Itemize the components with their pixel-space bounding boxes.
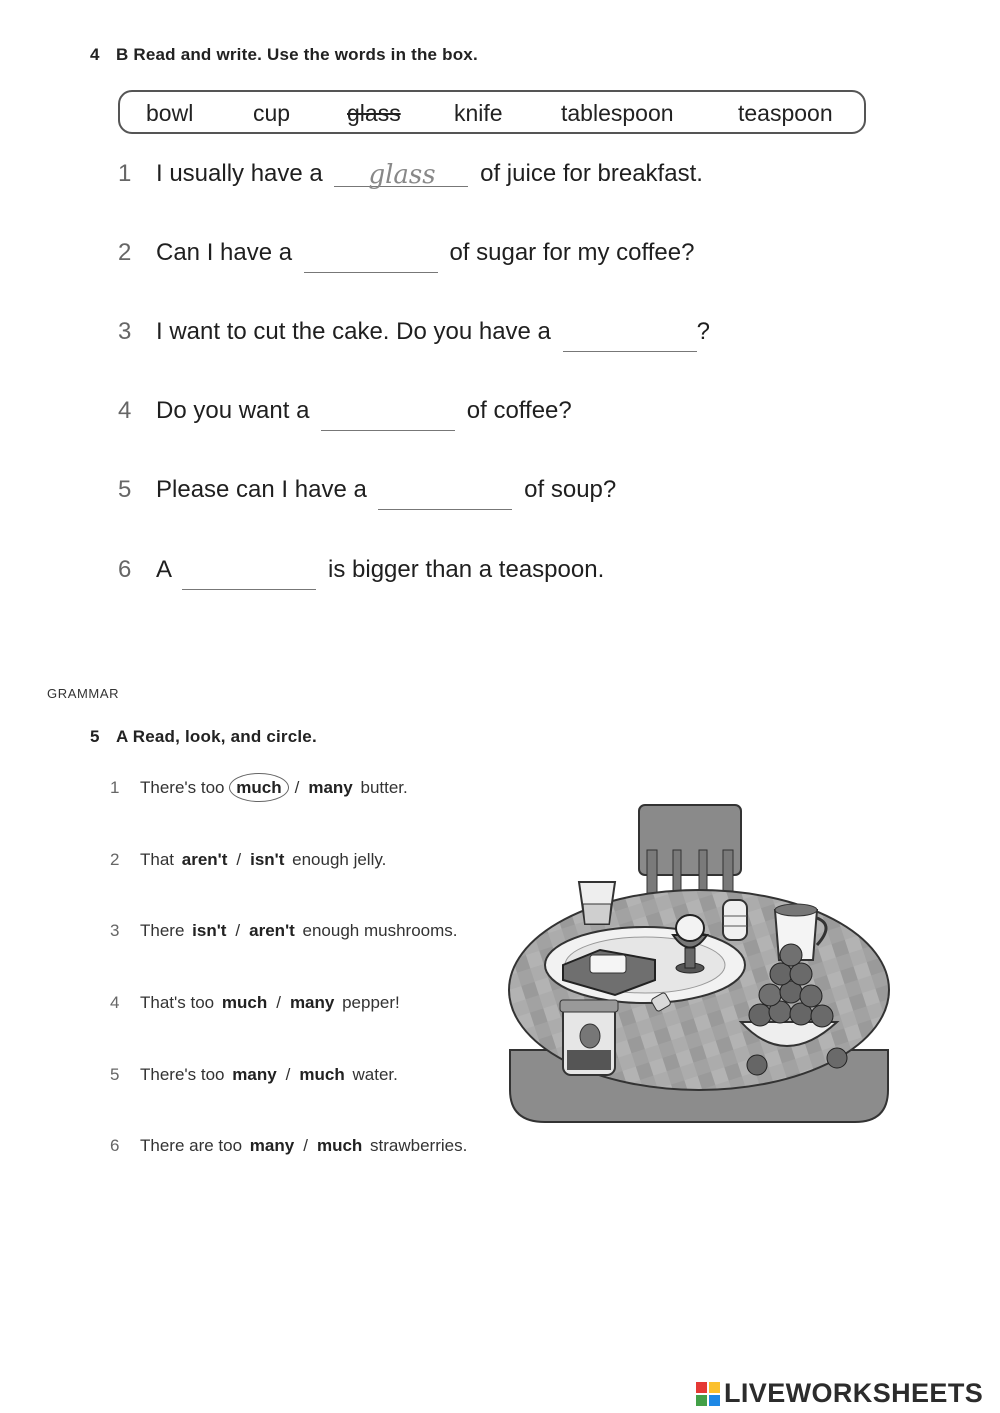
- liveworksheets-logo: [696, 1378, 983, 1408]
- logo-icon: [696, 1382, 720, 1406]
- question-text-after: is bigger than a teaspoon.: [328, 556, 605, 583]
- question-text-after: enough jelly.: [292, 850, 387, 869]
- slash-separator: /: [276, 993, 281, 1012]
- word-tablespoon: tablespoon: [561, 100, 674, 126]
- slash-separator: /: [303, 1136, 308, 1155]
- word-box: [118, 90, 866, 134]
- option-many[interactable]: many: [249, 1136, 295, 1155]
- question-text-before: I usually have a: [156, 160, 323, 187]
- slash-separator: /: [236, 850, 242, 869]
- question-number: 6: [118, 556, 132, 583]
- option-much-circled[interactable]: much: [229, 773, 288, 802]
- pepper-shaker: [723, 900, 747, 940]
- question-text-before: Do you want a: [156, 397, 310, 424]
- question-text-after: water.: [352, 1065, 398, 1084]
- question-text-after: pepper!: [342, 993, 400, 1012]
- option-many[interactable]: many: [308, 778, 353, 797]
- option-much[interactable]: much: [221, 993, 268, 1012]
- question-3: [118, 318, 710, 352]
- answer-input-3[interactable]: [563, 325, 697, 352]
- example-answer: glass: [368, 160, 436, 190]
- exercise-number: 4: [90, 45, 100, 64]
- question-text-after: of sugar for my coffee?: [449, 239, 695, 266]
- option-much[interactable]: much: [299, 1065, 345, 1084]
- grammar-question-4: [110, 993, 400, 1013]
- question-text-after: butter.: [360, 778, 408, 797]
- question-text-before: There's too: [140, 778, 225, 797]
- option-much[interactable]: much: [316, 1136, 363, 1155]
- exercise-instruction: B Read and write. Use the words in the box.: [116, 45, 478, 64]
- question-number: 4: [118, 397, 132, 424]
- option-arent[interactable]: aren't: [249, 921, 295, 940]
- answer-input-4[interactable]: [321, 404, 455, 431]
- question-number: 2: [110, 850, 120, 869]
- word-knife: knife: [454, 100, 503, 126]
- slash-separator: /: [294, 778, 300, 797]
- word-teaspoon: teaspoon: [738, 100, 833, 126]
- question-text-before: Please can I have a: [156, 476, 367, 503]
- answer-input-5[interactable]: [378, 483, 512, 510]
- word-bowl: bowl: [146, 100, 194, 126]
- grammar-question-5: [110, 1065, 398, 1085]
- grammar-question-1: [110, 778, 408, 798]
- answer-input-6[interactable]: [182, 563, 316, 590]
- slash-separator: /: [235, 921, 241, 940]
- answer-blank-1: [334, 160, 468, 190]
- question-text-after: of soup?: [524, 476, 617, 503]
- question-number: 5: [118, 476, 132, 503]
- question-1: [118, 160, 703, 188]
- question-number: 5: [110, 1065, 120, 1084]
- breakfast-table-illustration: [505, 800, 895, 1130]
- option-many[interactable]: many: [289, 993, 335, 1012]
- section-label-grammar: GRAMMAR: [47, 686, 120, 701]
- question-text-after: strawberries.: [370, 1136, 468, 1155]
- question-number: 2: [118, 239, 132, 266]
- question-number: 3: [118, 318, 132, 345]
- question-text-before: I want to cut the cake. Do you have a: [156, 318, 551, 345]
- question-text-after: enough mushrooms.: [302, 921, 458, 940]
- question-text-before: There are too: [140, 1136, 243, 1155]
- question-number: 3: [110, 921, 120, 940]
- exercise-4-heading: [90, 45, 478, 65]
- question-6: [118, 556, 604, 590]
- question-text-before: There's too: [140, 1065, 225, 1084]
- option-isnt[interactable]: isn't: [192, 921, 227, 940]
- question-text-before: Can I have a: [156, 239, 293, 266]
- word-glass: glass: [347, 100, 401, 126]
- word-cup: cup: [253, 100, 291, 126]
- question-text-after: of juice for breakfast.: [480, 160, 703, 187]
- grammar-question-3: [110, 921, 458, 941]
- question-5: [118, 476, 616, 510]
- question-number: 4: [110, 993, 120, 1012]
- question-number: 1: [110, 778, 120, 797]
- question-text-after: of coffee?: [466, 397, 572, 424]
- exercise-number: 5: [90, 727, 100, 746]
- grammar-question-2: [110, 850, 386, 870]
- question-text-before: That's too: [140, 993, 215, 1012]
- question-text-before: That: [140, 850, 175, 869]
- answer-input-2[interactable]: [304, 246, 438, 273]
- option-arent[interactable]: aren't: [181, 850, 228, 869]
- logo-text: LIVEWORKSHEETS: [724, 1378, 984, 1408]
- exercise-5-heading: [90, 727, 317, 747]
- grammar-question-6: [110, 1136, 467, 1156]
- option-isnt[interactable]: isn't: [250, 850, 285, 869]
- question-text-before: A: [156, 556, 171, 583]
- question-number: 6: [110, 1136, 120, 1155]
- option-many[interactable]: many: [232, 1065, 277, 1084]
- question-text-before: There: [140, 921, 185, 940]
- glass: [579, 882, 615, 924]
- question-4: [118, 397, 572, 431]
- exercise-instruction: A Read, look, and circle.: [116, 727, 317, 746]
- question-number: 1: [118, 160, 132, 187]
- jelly-jar: [560, 1000, 618, 1075]
- question-2: [118, 239, 694, 273]
- question-text-after: ?: [696, 318, 710, 345]
- slash-separator: /: [285, 1065, 291, 1084]
